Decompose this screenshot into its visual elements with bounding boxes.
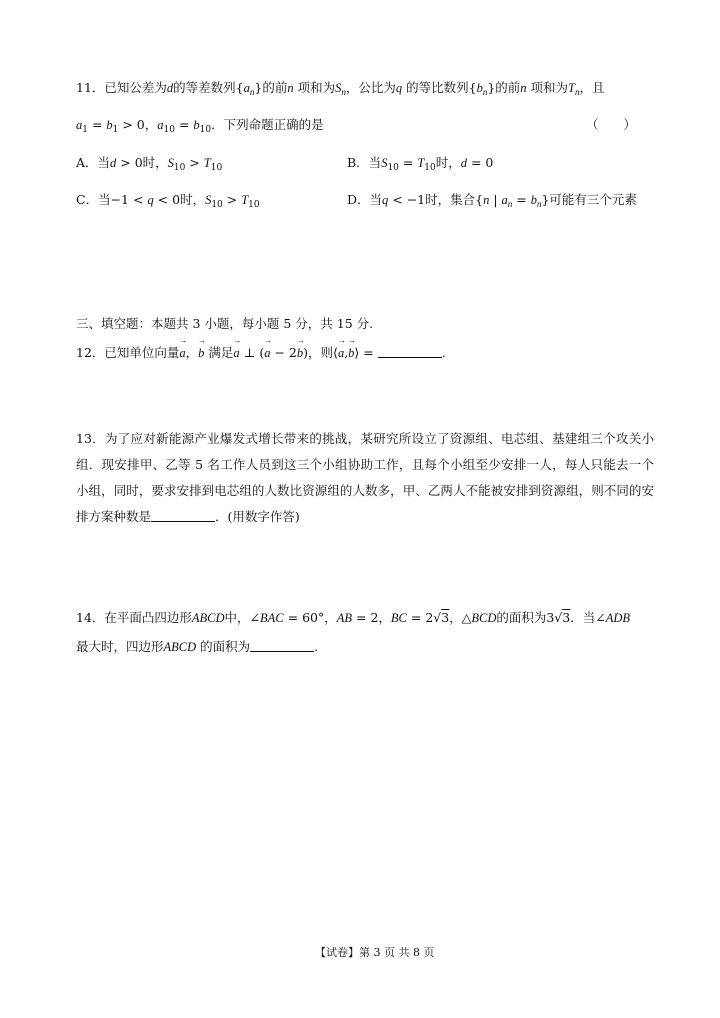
answer-blank[interactable] (151, 509, 215, 522)
option-d: D．当q < −1时，集合{n | $a_n = b_n$}可能有三个元素 (347, 192, 637, 209)
q14-line1: 14．在平面凸四边形ABCD中，∠BAC = 60°，AB = 2，BC = 2√3，△BCD的面积为3√3．当∠ADB (76, 610, 631, 625)
math-d: d (166, 81, 174, 95)
section-heading: 三、填空题：本题共 3 小题，每小题 5 分，共 15 分. (76, 316, 374, 331)
q13-paragraph: 13．为了应对新能源产业爆发式增长带来的挑战，某研究所设立了资源组、电芯组、基建组三个攻关小组．现安排甲、乙等 5 名工作人员到这三个小组协助工作，且每个小组至少安排一人，每人只能去一个小组，同时，要求安排到电芯组的人数比资源组的人数多，甲、乙两人不能被安排到资源组，则不同的安排方案种数是 ．(用数字作答) (76, 431, 654, 524)
q11-line2: $a_1 = b_1 > 0$，$a_{10} = b_{10}$．下列命题正确的是 (76, 117, 324, 135)
page-footer: 【试卷】第 3 页 共 8 页 (315, 946, 435, 959)
answer-blank[interactable] (250, 639, 314, 652)
q11-line1: 11．已知公差为d的等差数列$\{a_n\}$的前n 项和为$S_n$，公比为q 的等比数列$\{b_n\}$的前n 项和为$T_n$，且 (76, 80, 605, 97)
q14-line2: 最大时，四边形ABCD 的面积为 . (76, 639, 319, 654)
option-c: C．当−1 < q < 0时，$S_{10} > T_{10}$ (76, 192, 260, 210)
option-a: A．当d > 0时，$S_{10} > T_{10}$ (76, 155, 223, 173)
answer-parentheses: （ ） (586, 117, 637, 132)
q12-line: 12．已知单位向量→ a，→ b 满足→ a ⊥ (→ a − 2→ b)，则⟨→ a,→ b⟩ = . (76, 345, 446, 360)
answer-blank[interactable] (378, 345, 442, 358)
option-b: B．当$S_{10} = T_{10}$时，d = 0 (347, 155, 494, 173)
